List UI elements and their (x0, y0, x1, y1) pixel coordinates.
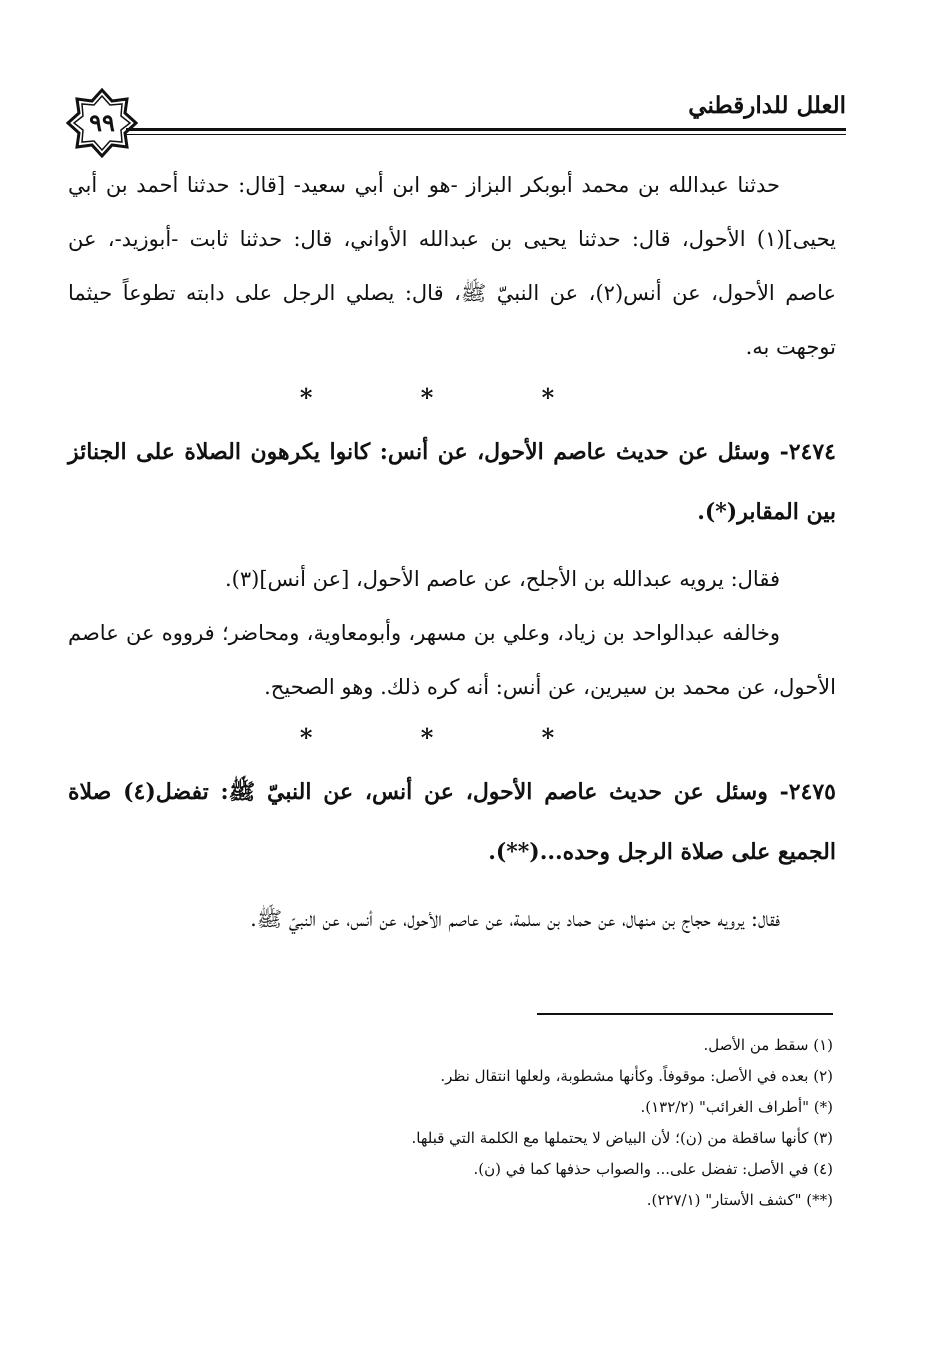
footnote-separator (537, 1013, 833, 1015)
footnotes (93, 1030, 833, 1216)
entry-2475-answer: فقال: يرويه حجاج بن منهال، عن حماد بن سلمة، عن عاصم الأحول، عن أنس، عن النبيّ ﷺ. (250, 907, 780, 931)
section-separator: * * * (299, 723, 605, 752)
section-separator: * * * (299, 383, 605, 412)
header-rule-thick (126, 128, 846, 131)
footnote-4: (٤) في الأصل: تفضل على... والصواب حذفها كما في (ن). (473, 1160, 833, 1178)
entry-2475-heading: ٢٤٧٥- وسئل عن حديث عاصم الأحول، عن أنس، عن النبيّ ﷺ: تفضل(٤) صلاة الجميع على صلاة الرجل وحده...(**). (68, 779, 836, 865)
page-header (66, 88, 846, 158)
footnote-star: (*) "أطراف الغرائب" (١٣٢/٢). (640, 1098, 833, 1116)
entry-2474-variant: وخالفه عبدالواحد بن زياد، وعلي بن مسهر، وأبومعاوية، ومحاضر؛ فرووه عن عاصم الأحول، عن محمد بن سيرين، عن أنس: أنه كره ذلك. وهو الصحيح. (68, 621, 836, 699)
entry-2474-answer: فقال: يرويه عبدالله بن الأجلح، عن عاصم الأحول، [عن أنس](٣). (224, 567, 780, 591)
footnote-1: (١) سقط من الأصل. (703, 1036, 833, 1054)
footnote-3: (٣) كأنها ساقطة من (ن)؛ لأن البياض لا يحتملها مع الكلمة التي قبلها. (411, 1129, 833, 1147)
page-number-badge (66, 88, 138, 158)
header-rule-thin (126, 134, 846, 135)
main-text (68, 158, 836, 946)
book-title: العلل للدارقطني (688, 92, 846, 119)
footnote-double-star: (**) "كشف الأستار" (٢٢٧/١). (646, 1191, 833, 1209)
footnote-2: (٢) بعده في الأصل: موقوفاً. وكأنها مشطوبة، ولعلها انتقال نظر. (440, 1067, 833, 1085)
page-number: ٩٩ (89, 108, 115, 137)
isnad-paragraph: حدثنا عبدالله بن محمد أبوبكر البزاز -هو ابن أبي سعيد- [قال: حدثنا أحمد بن أبي يحيى](١) الأحول، قال: حدثنا يحيى بن عبدالله الأواني، قال: حدثنا ثابت -أبوزيد-، عن عاصم الأحول، عن أنس(٢)، عن النبيّ ﷺ، قال: يصلي الرجل على دابته تطوعاً حيثما توجهت به. (68, 173, 837, 359)
entry-2474-heading: ٢٤٧٤- وسئل عن حديث عاصم الأحول، عن أنس: كانوا يكرهون الصلاة على الجنائز بين المقابر(*). (68, 439, 836, 525)
